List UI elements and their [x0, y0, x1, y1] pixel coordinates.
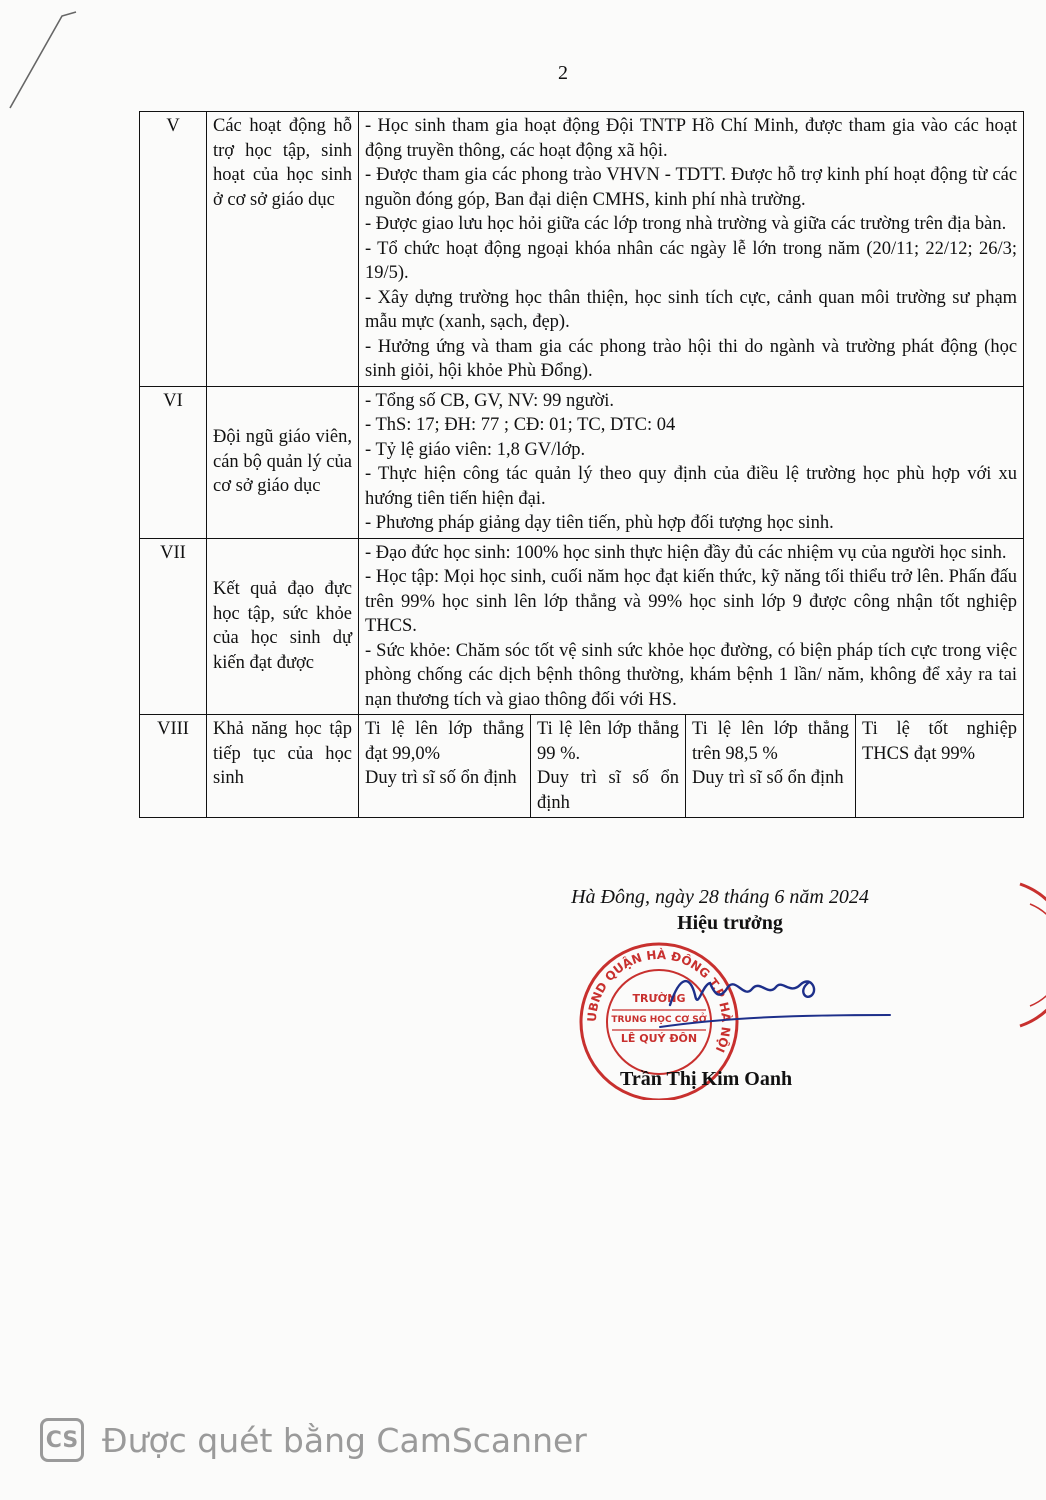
info-table [139, 111, 1024, 818]
target-cell [686, 715, 856, 818]
target-text: Ti lệ lên lớp thẳng 99 %. [537, 719, 679, 764]
content-line: - Học tập: Mọi học sinh, cuối năm học đạt kiến thức, kỹ năng tối thiểu trở lên. Phấn đấu trên 99% học sinh lên lớp thẳng và 99% học sinh lớp 9 được công nhận tốt nghiệp THCS. [365, 567, 1018, 636]
handwritten-signature [640, 965, 900, 1035]
content-line: - Đạo đức học sinh: 100% học sinh thực hiện đầy đủ các nhiệm vụ của người học sinh. [365, 542, 1007, 563]
row-topic: Đội ngũ giáo viên, cán bộ quản lý của cơ sở giáo dục [207, 386, 359, 538]
content-line: - Học sinh tham gia hoạt động Đội TNTP Hồ Chí Minh, được tham gia vào các hoạt động truyền thông, các hoạt động xã hội. [365, 116, 1018, 161]
partial-stamp [990, 880, 1046, 1030]
content-line: - Hưởng ứng và tham gia các phong trào hội thi do ngành và trường phát động (học sinh giỏi, hội khỏe Phù Đổng). [365, 336, 1018, 381]
seal-line: LÊ QUÝ ĐÔN [620, 1032, 698, 1045]
target-text: Ti lệ lên lớp thẳng trên 98,5 % [692, 719, 849, 764]
row-number: V [140, 112, 207, 387]
table-row [140, 715, 1024, 818]
row-topic: Khả năng học tập tiếp tục của học sinh [207, 715, 359, 818]
content-line: - Thực hiện công tác quản lý theo quy định của điều lệ trường học phù hợp với xu hướng tiên tiến hiện đại. [365, 464, 1018, 509]
table-row [140, 386, 1024, 538]
content-line: - Phương pháp giảng dạy tiên tiến, phù hợp đối tượng học sinh. [365, 513, 834, 533]
target-text: Ti lệ tốt nghiệp THCS đạt 99% [862, 719, 1018, 764]
row-number: VI [140, 386, 207, 538]
camscanner-logo-icon: CS [40, 1418, 84, 1462]
target-cell [359, 715, 531, 818]
target-text: Duy trì sĩ số ổn định [365, 768, 517, 788]
content-line: - Sức khỏe: Chăm sóc tốt vệ sinh sức khỏe học đường, có biện pháp tích cực trong việc phòng chống các dịch bệnh thông thường, khám bệnh 1 lần/ năm, không để xảy ra tai nạn thương tích và giao thông đối với HS. [365, 640, 1018, 710]
row-content [359, 112, 1024, 387]
seal-line: TRƯỜNG [632, 992, 686, 1005]
content-line: - Xây dựng trường học thân thiện, học sinh tích cực, cảnh quan môi trường sư phạm mẫu mực (xanh, sạch, đẹp). [365, 287, 1018, 332]
content-line: - Được giao lưu học hỏi giữa các lớp trong nhà trường và giữa các trường trên địa bàn. [365, 214, 1007, 234]
camscanner-watermark [40, 1418, 587, 1462]
content-line: - ThS: 17; ĐH: 77 ; CĐ: 01; TC, DTC: 04 [365, 415, 676, 435]
row-number: VIII [140, 715, 207, 818]
seal-ring-text: UBND QUẬN HÀ ĐÔNG T.P HÀ NỘI [584, 947, 734, 1055]
target-cell [856, 715, 1024, 818]
sign-date: Hà Đông, ngày 28 tháng 6 năm 2024 [571, 886, 869, 908]
row-content [359, 538, 1024, 715]
content-line: - Tổ chức hoạt động ngoại khóa nhân các ngày lễ lớn trong năm (20/11; 22/12; 26/3; 19/5). [365, 238, 1018, 283]
page-number: 2 [558, 62, 568, 84]
content-line: - Tổng số CB, GV, NV: 99 người. [365, 390, 615, 411]
signature-block [510, 884, 930, 936]
row-topic: Kết quả đạo đực học tập, sức khỏe của học sinh dự kiến đạt được [207, 538, 359, 715]
content-line: - Được tham gia các phong trào VHVN - TDTT. Được hỗ trợ kinh phí hoạt động từ các nguồn đóng góp, Ban đại diện CMHS, kinh phí nhà trường. [365, 165, 1018, 210]
table-row [140, 538, 1024, 715]
target-text: Ti lệ lên lớp thẳng đạt 99,0% [365, 719, 524, 764]
target-text: Duy trì sĩ số ổn định [692, 768, 844, 788]
target-cell [531, 715, 686, 818]
content-line: - Tỷ lệ giáo viên: 1,8 GV/lớp. [365, 439, 586, 460]
row-number: VII [140, 538, 207, 715]
table-row [140, 112, 1024, 387]
row-topic: Các hoạt động hỗ trợ học tập, sinh hoạt của học sinh ở cơ sở giáo dục [207, 112, 359, 387]
watermark-text: Được quét bằng CamScanner [102, 1420, 587, 1460]
row-content [359, 386, 1024, 538]
signer-name: Trần Thị Kim Oanh [620, 1068, 793, 1090]
target-text: Duy trì sĩ số ổn định [537, 768, 679, 813]
seal-line: TRUNG HỌC CƠ SỞ [611, 1015, 707, 1025]
scan-edge-mark [4, 4, 94, 114]
sign-title: Hiệu trưởng [677, 912, 783, 934]
